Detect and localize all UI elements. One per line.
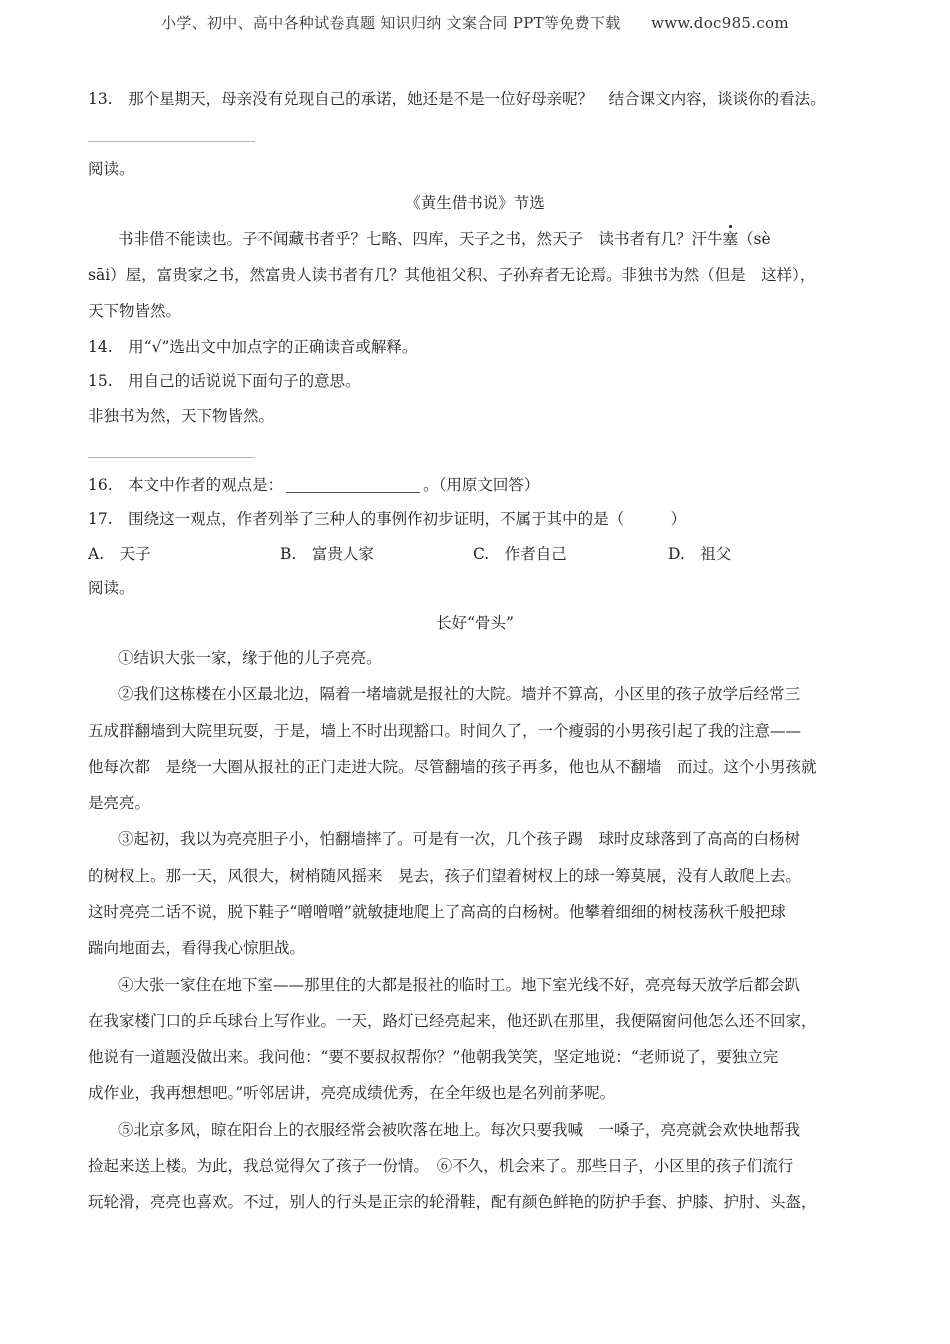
passage2-line: ①结识大张一家，缘于他的儿子亮亮。: [118, 649, 382, 667]
passage2-line: ⑤北京多风，晾在阳台上的衣服经常会被吹落在地上。每次只要我喊 一嗓子，亮亮就会欢快地帮我: [118, 1121, 801, 1139]
passage2-line: 这时亮亮二话不说，脱下鞋子“噌噌噌”就敏捷地爬上了高高的白杨树。他攀着细细的树枝荡秋千般把球: [88, 903, 786, 921]
passage2-line: 他说有一道题没做出来。我问他：“要不要叔叔帮你？”他朝我笑笑，坚定地说：“老师说了，要独立完: [88, 1048, 779, 1066]
option-d[interactable]: D. 祖父: [668, 545, 732, 563]
answer-blank-16[interactable]: [286, 476, 420, 493]
passage2-title: 长好“骨头”: [436, 614, 514, 632]
question-16: 16. 本文中作者的观点是： 。（用原文回答）: [88, 476, 540, 494]
passage2-line: ④大张一家住在地下室——那里住的大都是报社的临时工。地下室光线不好，亮亮每天放学后都会趴: [118, 976, 801, 994]
question-15-sentence: 非独书为然，天下物皆然。: [88, 407, 275, 425]
answer-line-13[interactable]: [88, 141, 255, 142]
passage2-line: 玩轮滑，亮亮也喜欢。不过，别人的行头是正宗的轮滑鞋，配有颜色鲜艳的防护手套、护膝、护肘、头盔，: [88, 1193, 817, 1211]
page-header: 小学、初中、高中各种试卷真题 知识归纳 文案合同 PPT等免费下载 www.doc985.com: [161, 14, 789, 32]
reading-label-1: 阅读。: [88, 160, 135, 178]
passage2-line: 五成群翻墙到大院里玩耍，于是，墙上不时出现豁口。时间久了，一个瘦弱的小男孩引起了我的注意——: [88, 722, 802, 740]
reading-label-2: 阅读。: [88, 579, 135, 597]
passage1-line-3: 天下物皆然。: [88, 302, 182, 320]
answer-line-15[interactable]: [88, 457, 255, 458]
passage2-line: 他每次都 是绕一大圈从报社的正门走进大院。尽管翻墙的孩子再多，他也从不翻墙 而过。这个小男孩就: [88, 758, 817, 776]
passage2-line: 在我家楼门口的乒乓球台上写作业。一天，路灯已经亮起来，他还趴在那里，我便隔窗问他怎么还不回家，: [88, 1012, 817, 1030]
passage2-line: 踹向地面去，看得我心惊胆战。: [88, 939, 306, 957]
option-b[interactable]: B. 富贵人家: [280, 545, 374, 563]
question-17-options: [88, 543, 868, 565]
dotted-character: 塞: [722, 230, 739, 248]
question-17: 17. 围绕这一观点，作者列举了三种人的事例作初步证明，不属于其中的是（ ）: [88, 510, 687, 528]
question-15: 15. 用自己的话说说下面句子的意思。: [88, 372, 361, 390]
passage2-line: 捡起来送上楼。为此，我总觉得欠了孩子一份情。 ⑥不久，机会来了。那些日子，小区里的孩子们流行: [88, 1157, 794, 1175]
question-14: 14. 用“√”选出文中加点字的正确读音或解释。: [88, 338, 418, 356]
passage1-line-2: sāi）屋，富贵家之书，然富贵人读书者有几？其他祖父积、子孙弃者无论焉。非独书为然（但是 这样），: [88, 266, 816, 284]
passage2-line: ③起初，我以为亮亮胆子小，怕翻墙摔了。可是有一次，几个孩子踢 球时皮球落到了高高的白杨树: [118, 830, 801, 848]
passage2-line: 成作业，我再想想吧。”听邻居讲，亮亮成绩优秀，在全年级也是名列前茅呢。: [88, 1084, 616, 1102]
option-a[interactable]: A. 天子: [88, 545, 151, 563]
passage2-line: 是亮亮。: [88, 794, 151, 812]
question-13: 13. 那个星期天，母亲没有兑现自己的承诺，她还是不是一位好母亲呢？ 结合课文内容，谈谈你的看法。: [88, 90, 826, 108]
passage1-line-1: 书非借不能读也。子不闻藏书者乎？七略、四库，天子之书，然天子 读书者有几？汗牛塞（sè: [118, 230, 771, 248]
passage2-line: 的树杈上。那一天，风很大，树梢随风摇来 晃去，孩子们望着树杈上的球一筹莫展，没有人敢爬上去。: [88, 867, 802, 885]
passage1-title: 《黄生借书说》节选: [405, 194, 545, 212]
passage2-line: ②我们这栋楼在小区最北边，隔着一堵墙就是报社的大院。墙并不算高，小区里的孩子放学后经常三: [118, 685, 801, 703]
option-c[interactable]: C. 作者自己: [473, 545, 567, 563]
